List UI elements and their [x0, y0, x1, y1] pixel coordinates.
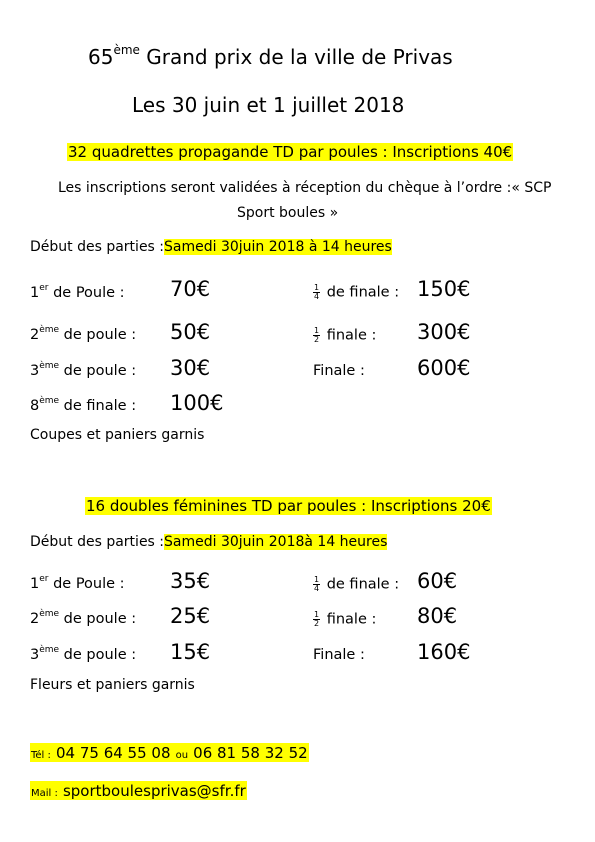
prize-label: 3ème de poule : — [30, 361, 137, 379]
prize-label: 1er de Poule : — [30, 283, 125, 301]
mail-label: Mail : — [31, 788, 58, 799]
prize-label: 8ème de finale : — [30, 396, 137, 414]
fraction-half: $\frac{1}{2}$ — [314, 610, 320, 628]
section2-heading: 16 doubles féminines TD par poules : Inscriptions 20€ — [86, 497, 491, 515]
start-datetime: Samedi 30juin 2018à 14 heures — [164, 534, 388, 550]
prize-label: 2ème de poule : — [30, 609, 137, 627]
final-label: $\frac{1}{4}$ de finale : — [314, 283, 400, 301]
phone-number-2[interactable]: 06 81 58 32 52 — [193, 744, 308, 762]
section2-extras: Fleurs et paniers garnis — [30, 677, 195, 693]
final-amount: 600€ — [417, 356, 471, 380]
final-amount: 150€ — [417, 277, 471, 301]
fraction-quarter: $\frac{1}{4}$ — [314, 283, 320, 301]
final-label: Finale : — [313, 647, 365, 663]
fraction-quarter: $\frac{1}{4}$ — [314, 575, 320, 593]
section2-start — [30, 534, 387, 550]
phone-line — [30, 743, 309, 762]
final-amount: 80€ — [417, 604, 458, 628]
section1-start — [30, 239, 392, 255]
start-datetime: Samedi 30juin 2018 à 14 heures — [164, 239, 392, 255]
prize-amount: 70€ — [170, 277, 211, 301]
final-label: $\frac{1}{2}$ finale : — [314, 326, 377, 344]
title-text: Grand prix de la ville de Privas — [139, 45, 453, 69]
prize-amount: 30€ — [170, 356, 211, 380]
phone-label: Tél : — [31, 750, 51, 761]
page-title — [88, 45, 453, 69]
prize-amount: 100€ — [170, 391, 224, 415]
section1-heading: 32 quadrettes propagande TD par poules : Inscriptions 40€ — [68, 143, 513, 161]
final-label: $\frac{1}{2}$ finale : — [314, 610, 377, 628]
registration-note-line1: Les inscriptions seront validées à réception du chèque à l’ordre :« SCP — [58, 180, 552, 196]
fraction-half: $\frac{1}{2}$ — [314, 326, 320, 344]
section1-extras: Coupes et paniers garnis — [30, 427, 205, 443]
mail-line — [30, 781, 247, 800]
prize-label: 2ème de poule : — [30, 325, 137, 343]
phone-number-1[interactable]: 04 75 64 55 08 — [55, 744, 171, 762]
prize-amount: 35€ — [170, 569, 211, 593]
prize-label: 1er de Poule : — [30, 574, 125, 592]
registration-note-line2: Sport boules » — [237, 205, 339, 221]
title-number: 65 — [88, 45, 114, 69]
final-amount: 160€ — [417, 640, 471, 664]
prize-amount: 25€ — [170, 604, 211, 628]
mail-address[interactable]: sportboulesprivas@sfr.fr — [62, 782, 246, 800]
start-label: Début des parties : — [30, 534, 165, 550]
prize-amount: 15€ — [170, 640, 211, 664]
prize-amount: 50€ — [170, 320, 211, 344]
title-ordinal: ème — [113, 43, 140, 57]
phone-or: ou — [175, 750, 189, 761]
final-amount: 60€ — [417, 569, 458, 593]
final-amount: 300€ — [417, 320, 471, 344]
final-label: $\frac{1}{4}$ de finale : — [314, 575, 400, 593]
event-dates: Les 30 juin et 1 juillet 2018 — [132, 93, 405, 117]
final-label: Finale : — [313, 363, 365, 379]
prize-label: 3ème de poule : — [30, 645, 137, 663]
start-label: Début des parties : — [30, 239, 165, 255]
